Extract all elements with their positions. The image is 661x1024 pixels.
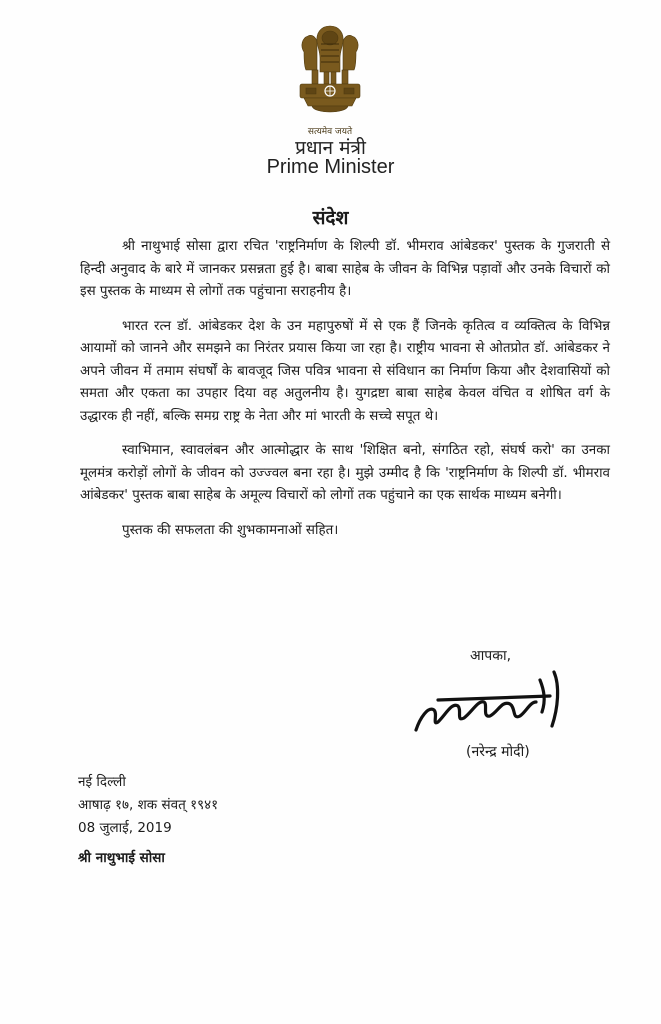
body-paragraph-3: स्वाभिमान, स्वावलंबन और आत्मोद्धार के साथ 'शिक्षित बनो, संगठित रहो, संघर्ष करो' का उनका मूलमंत्र करोड़ों लोगों के जीवन को उज्ज्वल बना रहा है। मुझे उम्मीद है कि 'राष्ट्रनिर्माण के शिल्पी डॉ. भीमराव आंबेडकर' पुस्तक बाबा साहेब के अमूल्य विचारों को लोगों तक पहुंचाने का एक सार्थक माध्यम बनेगी। (80, 443, 610, 503)
letter-heading: संदेश (312, 207, 349, 229)
letter-body (80, 236, 610, 542)
national-emblem-icon (290, 22, 370, 122)
closing-line: पुस्तक की सफलता की शुभकामनाओं सहित। (122, 522, 339, 538)
place: नई दिल्ली (78, 774, 126, 790)
emblem-motto: सत्यमेव जयते (307, 127, 353, 137)
office-title-hindi: प्रधान मंत्री (295, 137, 366, 159)
hindu-calendar-date: आषाढ़ १७, शक संवत् १९४१ (78, 797, 219, 813)
body-paragraph-1: श्री नाथुभाई सोसा द्वारा रचित 'राष्ट्रनिर्माण के शिल्पी डॉ. भीमराव आंबेडकर' पुस्तक के गुजराती से हिन्दी अनुवाद के बारे में जानकर प्रसन्नता हुई है। बाबा साहेब के जीवन के विभिन्न पड़ावों और उनके विचारों को इस पुस्तक के माध्यम से लोगों तक पहुंचाना सराहनीय है। (80, 239, 610, 299)
signer-name: (नरेन्द्र मोदी) (466, 744, 530, 760)
salutation: आपका, (470, 648, 512, 664)
gregorian-date: 08 जुलाई, 2019 (78, 820, 172, 836)
body-paragraph-2: भारत रत्न डॉ. आंबेडकर देश के उन महापुरुषों में से एक हैं जिनके कृतित्व व व्यक्तित्व के विभिन्न आयामों को जानने और समझने का निरंतर प्रयास किया जा रहा है। राष्ट्रीय भावना से ओतप्रोत डॉ. आंबेडकर ने अपने जीवन में तमाम संघर्षों के बावजूद जिस पवित्र भावना से संविधान का निर्माण किया और देशवासियों को समता और एकता का उपहार दिया वह अतुलनीय है। युगद्रष्टा बाबा साहेब केवल वंचित व शोषित वर्ग के उद्धारक ही नहीं, बल्कि समग्र राष्ट्र के नेता और मां भारती के सच्चे सपूत थे। (80, 318, 610, 424)
signature-mark (408, 660, 578, 740)
office-title-english: Prime Minister (266, 156, 395, 178)
recipient-name: श्री नाथुभाई सोसा (78, 850, 165, 866)
